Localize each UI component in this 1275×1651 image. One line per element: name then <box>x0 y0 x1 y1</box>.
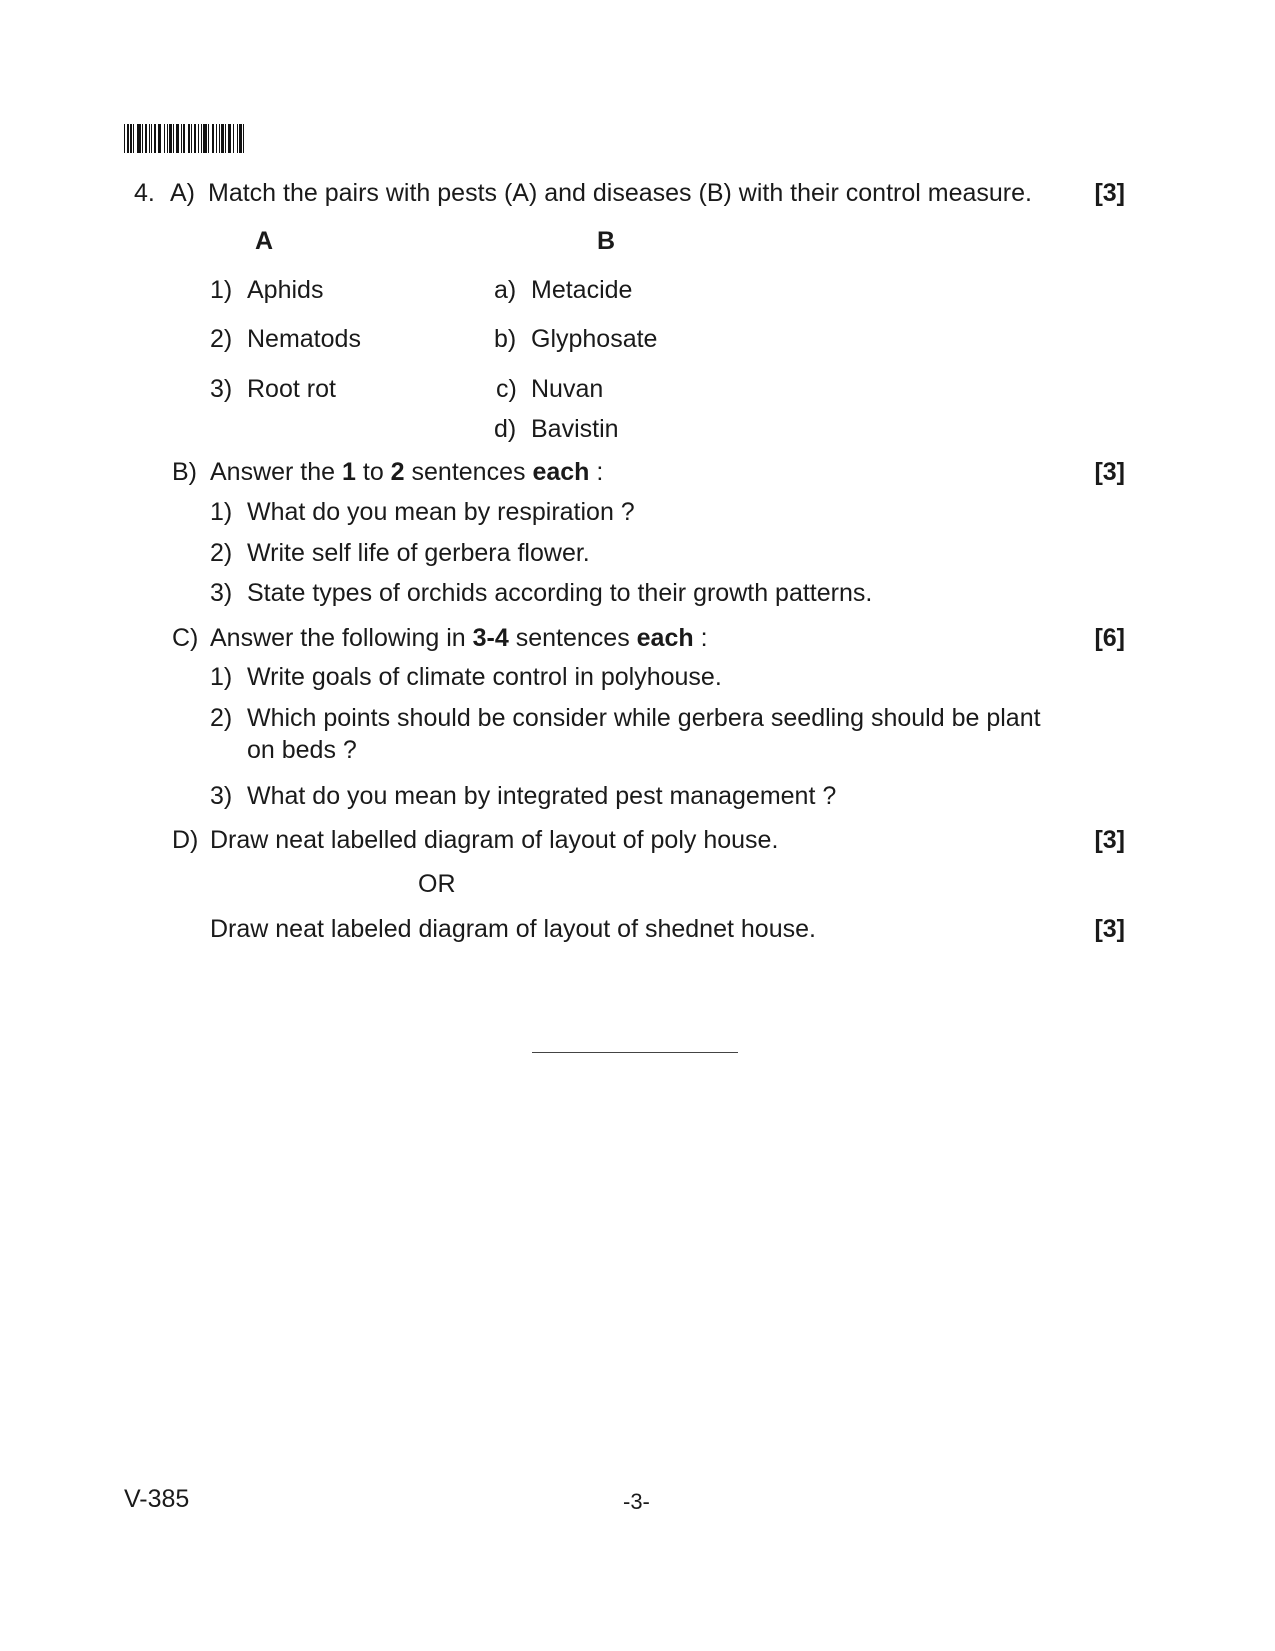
item-text: Nuvan <box>531 375 604 403</box>
part-c-item-3 <box>210 781 837 812</box>
barcode-bar <box>183 124 184 153</box>
barcode-bar <box>219 124 220 153</box>
item-text: Aphids <box>247 276 324 304</box>
item-number: 1) <box>210 276 233 304</box>
item-letter: a) <box>494 276 517 304</box>
barcode-bar <box>137 124 140 153</box>
barcode-bar <box>142 124 143 153</box>
part-b-item-3 <box>210 578 873 609</box>
question-4-a <box>134 178 1032 209</box>
barcode-bar <box>149 124 150 153</box>
item-letter: d) <box>494 415 517 443</box>
part-a-label: A) <box>170 179 195 207</box>
part-b-instruction: Answer the 1 to 2 sentences each : <box>210 458 604 486</box>
part-a-marks: [3] <box>1094 179 1125 207</box>
item-text: Glyphosate <box>531 325 658 353</box>
item-text: What do you mean by respiration ? <box>247 498 635 526</box>
item-text: Which points should be consider while gerbera seedling should be plant <box>247 704 1041 732</box>
paper-code: V-385 <box>124 1485 190 1513</box>
barcode-bar <box>151 124 152 153</box>
part-d-heading <box>172 825 779 856</box>
part-c-item-2 <box>210 703 1041 764</box>
part-a-text: Match the pairs with pests (A) and diseases (B) with their control measure. <box>208 179 1032 207</box>
item-text: Root rot <box>247 375 336 403</box>
barcode-bar <box>233 124 234 153</box>
item-number: 3) <box>210 782 233 810</box>
barcode-bar <box>212 124 214 153</box>
pest-item-2 <box>210 324 361 355</box>
item-text-continued: on beds ? <box>247 736 357 764</box>
barcode-bar <box>133 124 134 153</box>
item-text: What do you mean by integrated pest management ? <box>247 782 837 810</box>
item-text: Write self life of gerbera flower. <box>247 539 590 567</box>
barcode-bar <box>198 124 199 153</box>
part-d-label: D) <box>172 826 199 854</box>
pest-item-1 <box>210 275 324 306</box>
barcode-bar <box>239 124 241 153</box>
barcode-bar <box>173 124 174 153</box>
barcode-bar <box>124 124 125 153</box>
barcode <box>124 124 264 153</box>
part-b-item-2 <box>210 538 590 569</box>
item-letter: c) <box>496 375 517 403</box>
barcode-bar <box>181 124 182 153</box>
item-text: Metacide <box>531 276 633 304</box>
barcode-bar <box>188 124 190 153</box>
or-label: OR <box>418 870 456 898</box>
part-d-text: Draw neat labelled diagram of layout of poly house. <box>210 826 779 854</box>
barcode-bar <box>176 124 179 153</box>
part-d-marks: [3] <box>1094 826 1125 854</box>
item-number: 3) <box>210 375 233 403</box>
part-b-heading <box>172 457 604 488</box>
item-text: State types of orchids according to their growth patterns. <box>247 579 873 607</box>
column-b-heading: B <box>597 227 616 255</box>
item-text: Write goals of climate control in polyhouse. <box>247 663 722 691</box>
barcode-bar <box>216 124 217 153</box>
part-c-label: C) <box>172 624 199 652</box>
barcode-bar <box>154 124 156 153</box>
barcode-bar <box>208 124 209 153</box>
barcode-bar <box>191 124 192 153</box>
control-item-b <box>494 324 658 355</box>
barcode-bar <box>228 124 231 153</box>
part-d-alternative-marks: [3] <box>1094 915 1125 943</box>
question-number: 4. <box>134 179 155 207</box>
end-divider <box>532 1052 738 1053</box>
control-item-d <box>494 414 619 445</box>
barcode-bar <box>169 124 171 153</box>
item-number: 2) <box>210 325 233 353</box>
control-item-a <box>494 275 633 306</box>
item-number: 1) <box>210 498 233 526</box>
part-b-marks: [3] <box>1094 458 1125 486</box>
barcode-bar <box>225 124 226 153</box>
barcode-bar <box>158 124 161 153</box>
part-d-alternative-text: Draw neat labeled diagram of layout of shednet house. <box>210 915 816 943</box>
item-letter: b) <box>494 325 517 353</box>
barcode-bar <box>201 124 202 153</box>
barcode-bar <box>127 124 129 153</box>
barcode-bar <box>167 124 168 153</box>
barcode-bar <box>145 124 147 153</box>
barcode-bar <box>243 124 244 153</box>
part-c-instruction: Answer the following in 3-4 sentences each : <box>210 624 708 652</box>
item-number: 2) <box>210 539 233 567</box>
barcode-bar <box>130 124 131 153</box>
control-item-c <box>496 374 604 405</box>
item-number: 1) <box>210 663 233 691</box>
item-number: 3) <box>210 579 233 607</box>
part-b-item-1 <box>210 497 635 528</box>
item-text: Nematods <box>247 325 361 353</box>
pest-item-3 <box>210 374 336 405</box>
item-text: Bavistin <box>531 415 619 443</box>
column-a-heading: A <box>255 227 274 255</box>
barcode-bar <box>221 124 223 153</box>
part-c-heading <box>172 623 708 654</box>
barcode-bar <box>194 124 196 153</box>
item-number: 2) <box>210 704 233 732</box>
part-b-label: B) <box>172 458 197 486</box>
part-c-item-1 <box>210 662 722 693</box>
part-c-marks: [6] <box>1094 624 1125 652</box>
barcode-bar <box>164 124 165 153</box>
barcode-bar <box>203 124 206 153</box>
barcode-bar <box>237 124 238 153</box>
page-number: -3- <box>623 1489 650 1514</box>
